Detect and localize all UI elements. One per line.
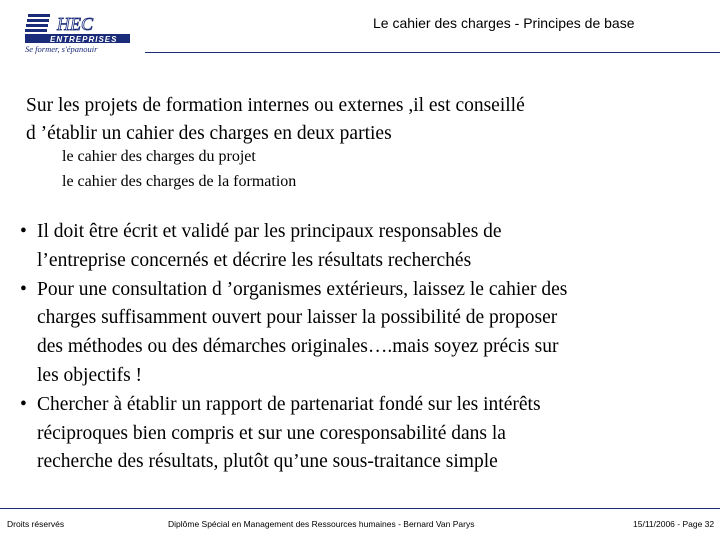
svg-text:ENTREPRISES: ENTREPRISES <box>50 35 118 44</box>
hec-entreprises-logo <box>22 12 137 54</box>
slide-title: Le cahier des charges - Principes de base <box>373 15 635 31</box>
bullet-marker: • <box>20 221 27 242</box>
intro-paragraph <box>26 92 706 148</box>
bullet-line: charges suffisamment ouvert pour laisser la possibilité de proposer <box>37 307 558 329</box>
intro-line-2: d ’établir un cahier des charges en deux parties <box>26 123 392 144</box>
bullet-item <box>20 276 710 391</box>
bullet-line: Il doit être écrit et validé par les principaux responsables de <box>37 221 502 242</box>
bullet-line: réciproques bien compris et sur une coresponsabilité dans la <box>37 422 506 444</box>
bullet-line: recherche des résultats, plutôt qu’une sous-traitance simple <box>37 451 498 473</box>
svg-text:HEC: HEC <box>57 14 93 34</box>
bullet-line: Chercher à établir un rapport de partenariat fondé sur les intérêts <box>37 393 541 415</box>
bullet-line: l’entreprise concernés et décrire les résultats recherchés <box>37 249 472 271</box>
bullet-line: les objectifs ! <box>37 364 143 386</box>
bullet-line: Pour une consultation d ’organismes extérieurs, laissez le cahier des <box>37 278 568 300</box>
footer-date-page: 15/11/2006 - Page 32 <box>633 519 715 529</box>
sub-item-projet: le cahier des charges du projet <box>62 148 256 165</box>
svg-text:Se former, s'épanouir: Se former, s'épanouir <box>25 44 98 54</box>
sub-item-formation: le cahier des charges de la formation <box>62 173 297 190</box>
bullet-item <box>20 218 710 276</box>
header-divider <box>145 52 720 53</box>
bullet-marker: • <box>20 278 27 300</box>
intro-line-1: Sur les projets de formation internes ou externes ,il est conseillé <box>26 95 525 116</box>
bullet-list <box>20 218 710 477</box>
footer-course-title: Diplôme Spécial en Management des Ressources humaines - Bernard Van Parys <box>168 519 475 529</box>
footer-copyright: Droits réservés <box>7 519 65 529</box>
bullet-marker: • <box>20 393 27 415</box>
footer-divider <box>0 508 720 509</box>
bullet-line: des méthodes ou des démarches originales….mais soyez précis sur <box>37 336 559 358</box>
bullet-item <box>20 391 710 477</box>
